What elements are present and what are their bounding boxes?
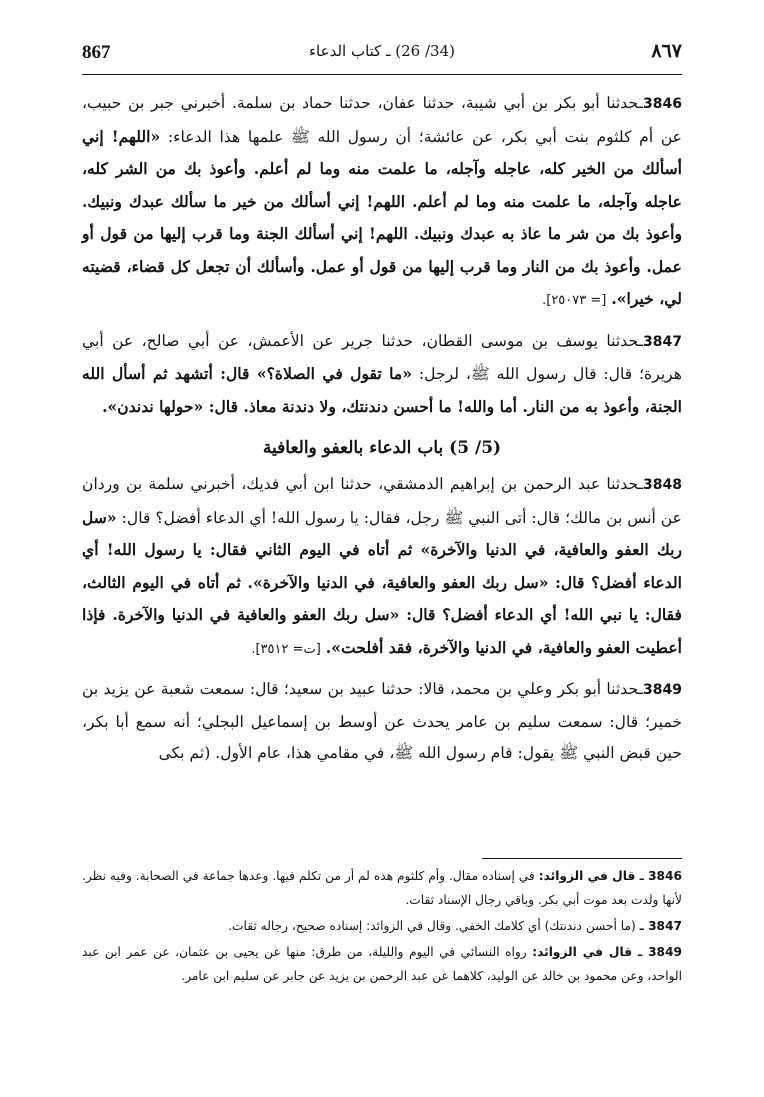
hadith-isnad: ـحدثنا أبو بكر بن أبي شيبة، حدثنا عفان، حدثنا حماد بن سلمة. أخبرني جبر بن حبيب، عن أم كلثوم بنت أبي بكر، عن عائشة؛ أن رسول الله ﷺ علمها هذا الدعاء: [82,94,682,146]
hadith-3847 [82,326,682,424]
footnote-text: في إسناده مقال. وأم كلثوم هذه لم أر من تكلم فيها. وعدها جماعة في الصحابة. وفيه نظر. لأنها ولدت بعد موت أبي بكر. وباقي رجال الإسناد ثقات. [82,869,682,907]
chapter-heading: (5/ 5) باب الدعاء بالعفو والعافية [262,438,502,458]
hadith-isnad: ـحدثنا عبد الرحمن بن إبراهيم الدمشقي، حدثنا ابن أبي فديك، أخبرني سلمة بن وردان عن أنس بن مالك؛ قال: أتى النبي ﷺ رجل، فقال: يا رسول الله! أي الدعاء أفضل؟ قال: [82,475,682,527]
main-text [82,88,682,779]
footnote-text: (ما أحسن دندنتك) أي كلامك الخفي. وقال في الزوائد: إسناده صحيح، رجاله ثقات. [228,919,636,933]
hadith-number: 3849 [643,682,682,698]
footnote-divider [482,858,682,859]
cross-reference: [ت= ٣٥١٢]. [251,641,321,657]
hadith-3846 [82,88,682,317]
running-title: (34/ 26) ـ كتاب الدعاء [309,42,455,60]
hadith-isnad: ـحدثنا يوسف بن موسى القطان، حدثنا جرير عن الأعمش، عن أبي صالح، عن أبي هريرة؛ قال: قال رسول الله ﷺ، لرجل: [82,331,682,383]
hadith-number: 3848 [643,477,682,493]
footnote-3846 [82,864,682,912]
hadith-matn: «سل ربك العفو والعافية، في الدنيا والآخرة» ثم أتاه في اليوم الثاني فقال: يا رسول الله! أي الدعاء أفضل؟ قال: «سل ربك العفو والعافية، في الدنيا والآخرة». ثم أتاه في اليوم الثالث، فقال: يا نبي الله! أي الدعاء أفضل؟ قال: «سل ربك العفو والعافية في الدنيا والآخرة. فإذا أعطيت العفو والعافية، في الدنيا والآخرة، فقد أفلحت». [82,507,682,657]
footnote-3847 [82,914,682,938]
hadith-matn: «ما تقول في الصلاة؟» قال: أتشهد ثم أسأل الله الجنة، وأعوذ به من النار. أما والله! ما أحسن دندنتك، ولا دندنة معاذ. قال: «حولها ندندن». [82,364,682,416]
hadith-number: 3846 [643,96,682,112]
footnote-label: 3849 ـ قال في الزوائد: [532,945,682,959]
page-header [82,36,682,75]
footnote-label: 3846 ـ قال في الزوائد: [538,869,682,883]
footnote-label: 3847 ـ [639,919,682,933]
hadith-matn: «اللهم! إني أسألك من الخير كله، عاجله وآجله، ما علمت منه وما لم أعلم. وأعوذ بك من الشر كله، عاجله وآجله، ما علمت منه وما لم أعلم. اللهم! إني أسألك من خير ما سألك عبدك ونبيك. وأعوذ بك من شر ما عاذ به عبدك ونبيك. اللهم! إني أسألك الجنة وما قرب إليها من قول أو عمل. وأعوذ بك من النار وما قرب إليها من قول أو عمل. وأسألك أن تجعل كل قضاء، قضيته لي، خيرا». [82,126,682,308]
page-number-latin: 867 [82,42,111,63]
page-number-arabic: ٨٦٧ [651,40,682,62]
footnotes [82,864,682,990]
hadith-3848 [82,469,682,665]
footnote-3849 [82,940,682,988]
hadith-isnad: ـحدثنا أبو بكر وعلي بن محمد، قالا: حدثنا عبيد بن سعيد؛ قال: سمعت شعبة عن يزيد بن خمير؛ قال: سمعت سليم بن عامر يحدث عن أوسط بن إسماعيل البجلي؛ أنه سمع أبا بكر، حين قبض النبي ﷺ يقول: قام رسول الله ﷺ، في مقامي هذا، عام الأول. (ثم بكى [82,680,682,762]
cross-reference: [= ٢٥٠٧٣]. [542,293,607,308]
hadith-3849 [82,674,682,770]
hadith-number: 3847 [643,333,682,350]
footnote-text: رواه النسائي في اليوم والليلة، من طرق: منها عن يحيى بن عثمان، عن عمر ابن عبد الواحد، وعن محمود بن خالد عن الوليد، كلاهما عن عبد الرحمن بن يزيد عن جابر عن سليم ابن عامر. [82,945,682,983]
